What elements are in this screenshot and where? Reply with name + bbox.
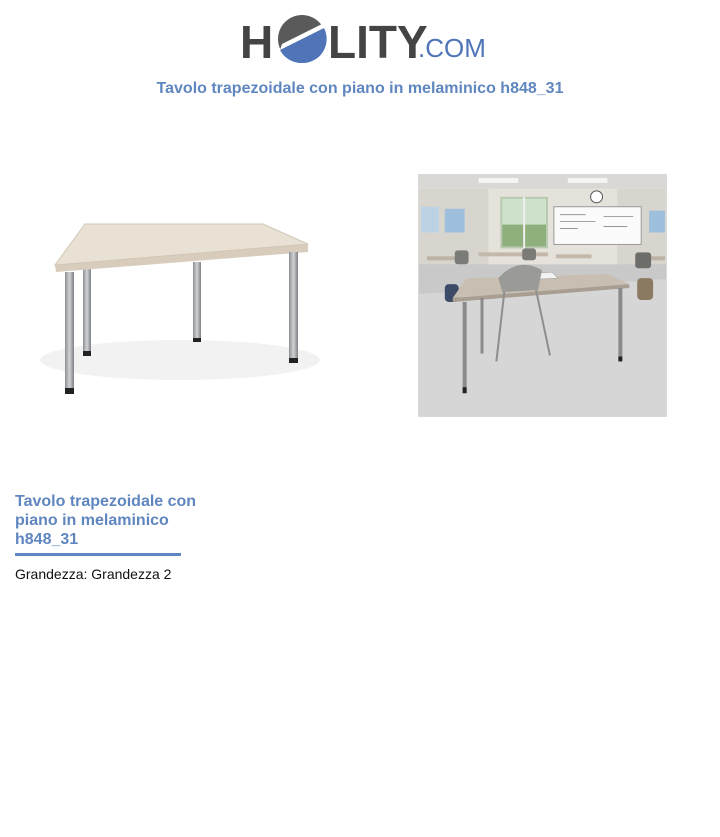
holity-logo[interactable] xyxy=(240,10,490,68)
spec-size-label: Grandezza: xyxy=(15,566,88,582)
logo-text-com: .COM xyxy=(418,33,486,63)
logo-o-emblem xyxy=(278,15,327,63)
product-image-classroom[interactable] xyxy=(418,174,667,417)
page-title: Tavolo trapezoidale con piano in melaminico h848_31 xyxy=(156,80,564,97)
spec-size xyxy=(15,566,171,582)
product-image-main[interactable] xyxy=(30,180,330,410)
product-name: Tavolo trapezoidale con piano in melaminico h848_31 xyxy=(15,493,197,548)
spec-size-value: Grandezza 2 xyxy=(91,566,172,582)
product-name-underline xyxy=(15,553,181,556)
logo-text-h: H xyxy=(240,16,274,68)
logo-text-lity: LITY xyxy=(328,16,428,68)
